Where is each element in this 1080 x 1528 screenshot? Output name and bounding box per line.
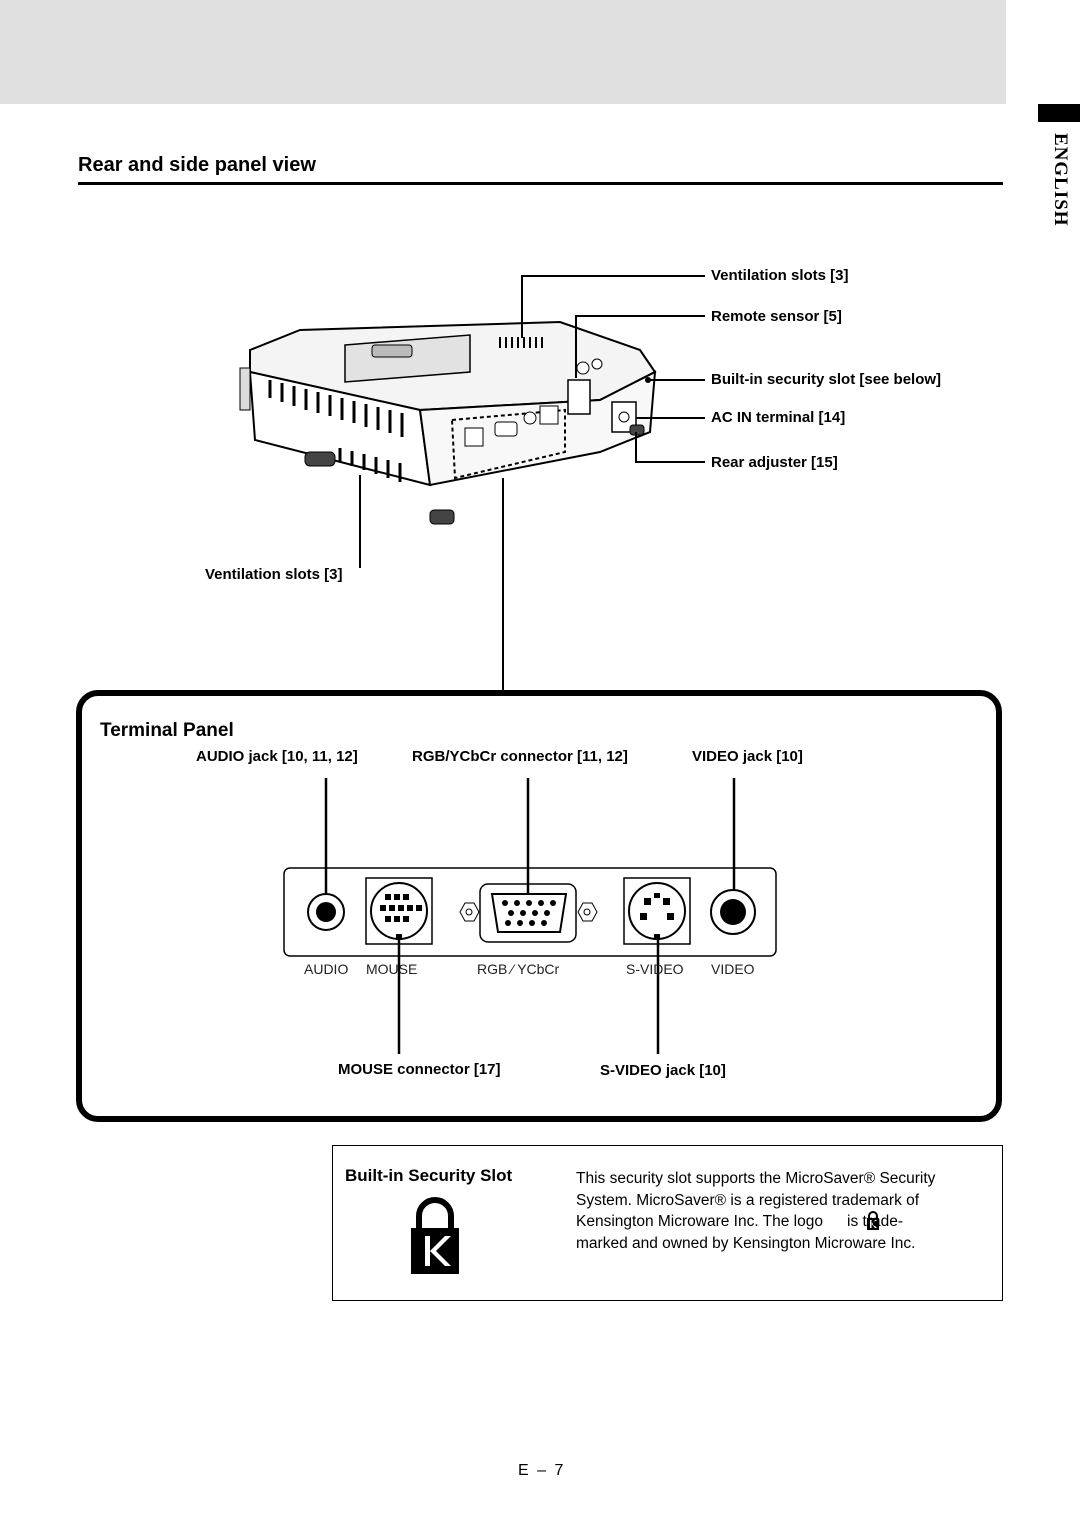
security-line-3-end: is trade- bbox=[847, 1213, 903, 1230]
security-line-4: marked and owned by Kensington Microware Inc. bbox=[576, 1234, 916, 1252]
section-title: Rear and side panel view bbox=[78, 154, 316, 176]
security-line-1: This security slot supports the MicroSaver® Security bbox=[576, 1170, 936, 1187]
callout-ventilation-slots-top: Ventilation slots [3] bbox=[711, 267, 849, 284]
callout-security-slot: Built-in security slot [see below] bbox=[711, 371, 942, 388]
security-line-3 bbox=[576, 1211, 996, 1233]
port-label-mouse: MOUSE bbox=[366, 961, 418, 977]
language-label: ENGLISH bbox=[1050, 133, 1071, 227]
callout-ac-in-terminal: AC IN terminal [14] bbox=[711, 409, 846, 426]
label-audio-jack: AUDIO jack [10, 11, 12] bbox=[196, 748, 358, 765]
label-rgb-connector: RGB/YCbCr connector [11, 12] bbox=[412, 748, 628, 765]
terminal-panel-title: Terminal Panel bbox=[100, 720, 234, 741]
port-label-video: VIDEO bbox=[711, 961, 755, 977]
security-slot-description bbox=[576, 1168, 996, 1254]
security-line-3-start: Kensington Microware Inc. The logo bbox=[576, 1213, 823, 1230]
port-label-rgb: RGB ⁄ YCbCr bbox=[477, 961, 560, 977]
label-svideo-jack: S-VIDEO jack [10] bbox=[600, 1062, 726, 1079]
port-label-audio: AUDIO bbox=[304, 961, 349, 977]
security-line-2: System. MicroSaver® is a registered trademark of bbox=[576, 1191, 920, 1209]
label-video-jack: VIDEO jack [10] bbox=[692, 748, 803, 765]
label-mouse-connector: MOUSE connector [17] bbox=[338, 1061, 501, 1078]
port-label-svideo: S-VIDEO bbox=[626, 961, 684, 977]
callout-rear-adjuster: Rear adjuster [15] bbox=[711, 454, 838, 471]
callout-ventilation-slots-side: Ventilation slots [3] bbox=[205, 566, 343, 583]
security-slot-title: Built-in Security Slot bbox=[345, 1166, 513, 1185]
page-number: E – 7 bbox=[518, 1462, 566, 1479]
callout-remote-sensor: Remote sensor [5] bbox=[711, 308, 842, 325]
